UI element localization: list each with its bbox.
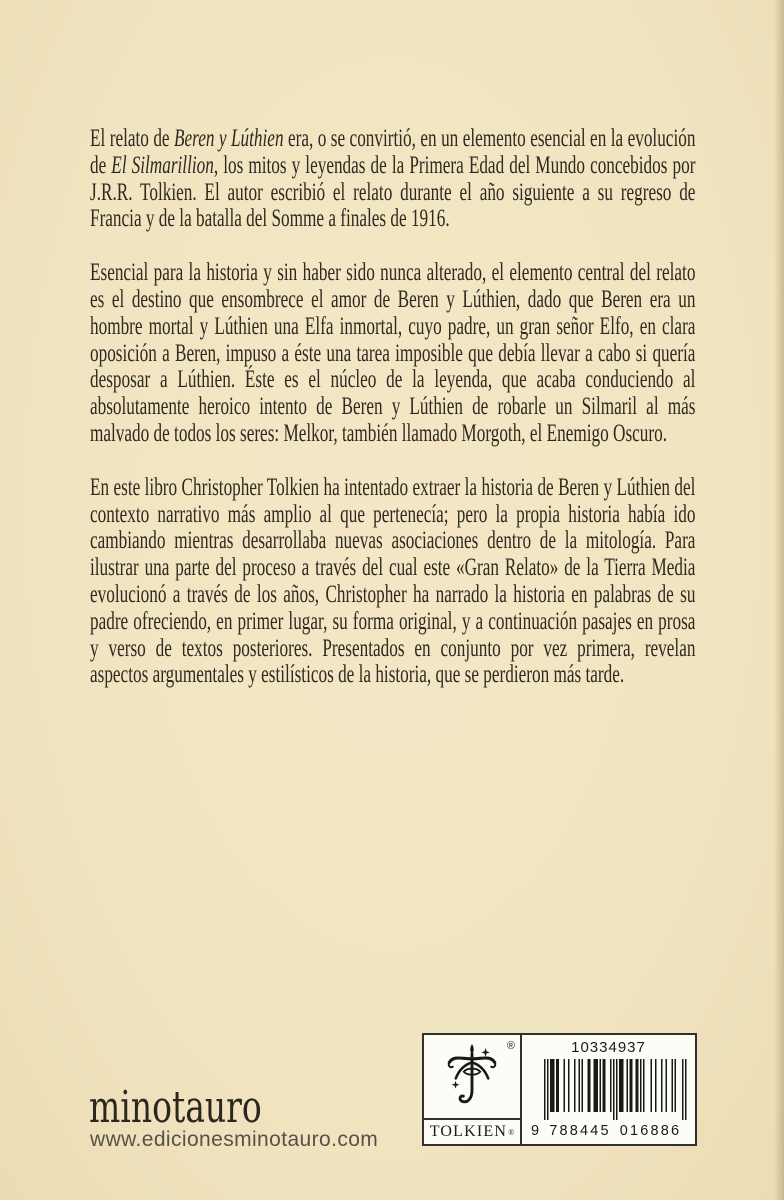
- barcode-bar: [544, 1059, 546, 1120]
- barcode-bar: [613, 1059, 615, 1120]
- barcode-bar: [581, 1059, 583, 1112]
- isbn-barcode-box: [422, 1033, 697, 1146]
- barcode-bar: [616, 1059, 618, 1120]
- text-segment: El relato de: [90, 125, 175, 152]
- text-segment: En este libro Christopher Tolkien ha intentado extraer la historia de Beren y Lúthien del contexto narrativo más amplio al que pertenecía; pero la propia historia había ido cambiando mientras desarrollaba nuevas asociaciones dentro de la mitología. Para ilustrar una parte del proceso a través del cual este «Gran Relato» de la Tierra Media evolucionó a través de los años, Christopher ha narrado la historia en palabras de su padre ofreciendo, en primer lugar, su forma original, y a continuación pasajes en prosa y verso de textos posteriores. Presentados en conjunto por vez primera, revelan aspectos argumentales y estilísticos de la historia, que se perdieron más tarde.: [90, 473, 696, 689]
- monogram-area: [424, 1035, 520, 1118]
- barcode-bar: [568, 1059, 570, 1112]
- tolkien-logo-cell: [424, 1035, 522, 1144]
- barcode-bar: [604, 1059, 606, 1112]
- tolkien-monogram-icon: [443, 1042, 501, 1112]
- barcode-bar: [578, 1059, 580, 1112]
- barcode-bar: [685, 1059, 687, 1120]
- barcode-bar: [596, 1059, 598, 1112]
- barcode-bar: [635, 1059, 637, 1112]
- synopsis-paragraph: [90, 260, 695, 448]
- barcode-cell: [522, 1035, 695, 1144]
- text-segment: , los mitos y leyendas de la Primera Edad del Mundo concebidos por J.R.R. Tolkien. El autor escribió el relato durante el año siguiente a su regreso de Francia y de la batalla del Somme a finales de 1916.: [90, 151, 696, 233]
- barcode-bar: [610, 1059, 612, 1112]
- tolkien-brand-text: TOLKIEN: [429, 1123, 508, 1140]
- text-segment: era, o se convirtió, en un elemento esencial en la evolución de: [90, 125, 696, 179]
- barcode-bar: [640, 1059, 642, 1112]
- isbn-digit-group: 9: [530, 1122, 539, 1137]
- synopsis-paragraph: [90, 126, 695, 233]
- minotauro-logo: minotauro: [89, 1082, 262, 1133]
- barcode-bar: [622, 1059, 624, 1112]
- barcode-bar: [620, 1059, 622, 1112]
- barcode-bar: [629, 1059, 631, 1112]
- registered-trademark-icon: ®: [506, 1040, 515, 1052]
- book-title-italic: Beren y Lúthien: [174, 125, 284, 152]
- barcode-bar: [602, 1059, 604, 1112]
- barcode-bar: [547, 1059, 549, 1120]
- barcode-bar: [682, 1059, 684, 1120]
- registered-trademark-icon: ®: [508, 1127, 515, 1137]
- barcode-bar: [631, 1059, 633, 1112]
- barcode-bar: [550, 1059, 552, 1112]
- barcode-bar: [655, 1059, 657, 1112]
- barcode-bar: [557, 1059, 559, 1112]
- publisher-website: www.edicionesminotauro.com: [90, 1128, 379, 1151]
- barcode-bar: [674, 1059, 676, 1112]
- barcode-bar: [671, 1059, 673, 1112]
- synopsis: [90, 126, 695, 716]
- isbn-digit-group: 016886: [619, 1122, 681, 1137]
- barcode-bar: [589, 1059, 591, 1112]
- text-segment: Esencial para la historia y sin haber sido nunca alterado, el elemento central del relato es el destino que ensombrece el amor de Beren y Lúthien, dado que Beren era un hombre mortal y Lúthien una Elfa inmortal, cuyo padre, un gran señor Elfo, en clara oposición a Beren, impuso a éste una tarea imposible que debía llevar a cabo si quería desposar a Lúthien. Éste es el núcleo de la leyenda, que acaba conduciendo al absolutamente heroico intento de Beren y Lúthien de robarle un Silmaril al más malvado de todos los seres: Melkor, también llamado Morgoth, el Enemigo Oscuro.: [90, 259, 696, 447]
- barcode-bar: [563, 1059, 565, 1112]
- barcode-bar: [553, 1059, 555, 1112]
- barcode-bar: [661, 1059, 663, 1112]
- book-title-italic: El Silmarillion: [111, 151, 214, 179]
- barcode-bar: [574, 1059, 576, 1112]
- barcode-bar: [619, 1059, 621, 1112]
- barcode-bar: [599, 1059, 601, 1112]
- tolkien-label: [424, 1118, 520, 1144]
- synopsis-paragraph: [90, 475, 695, 689]
- barcode-top-number: 10334937: [571, 1039, 646, 1056]
- barcode-bar: [593, 1059, 595, 1112]
- barcode-bar: [626, 1059, 628, 1112]
- barcode-bar: [587, 1059, 589, 1112]
- photo-edge-shade: [774, 0, 784, 1200]
- isbn-digit-group: 788445: [548, 1122, 611, 1137]
- barcode-bar: [665, 1059, 667, 1112]
- barcode-bar: [595, 1059, 597, 1112]
- ean13-barcode: [528, 1059, 690, 1137]
- barcode-bar: [637, 1059, 639, 1112]
- barcode-bar: [643, 1059, 645, 1112]
- barcode-bar: [551, 1059, 553, 1112]
- barcode-bar: [650, 1059, 652, 1112]
- barcode-bar: [556, 1059, 558, 1112]
